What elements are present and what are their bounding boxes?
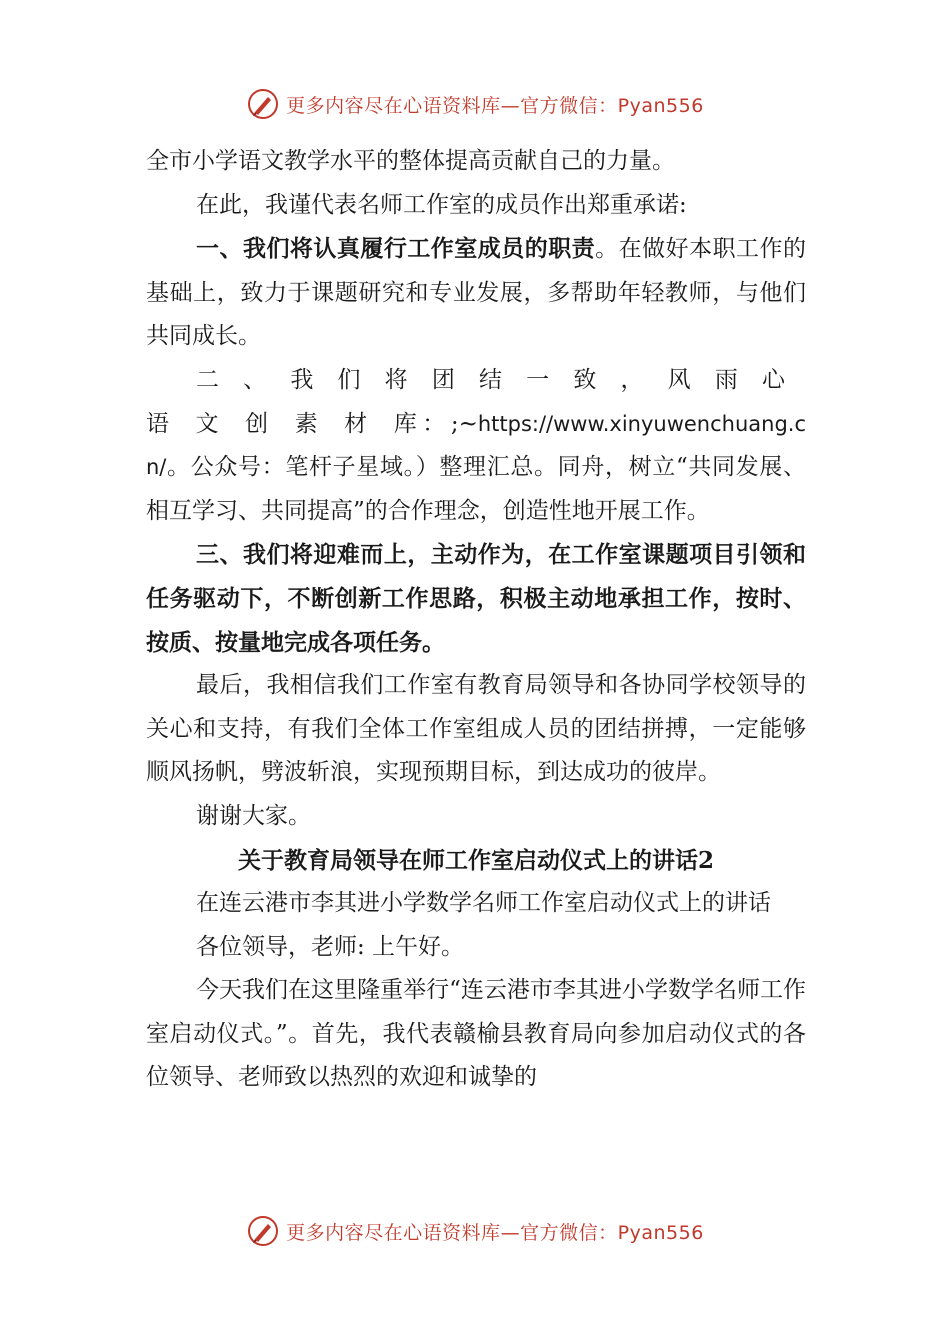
paragraph-text: 。公众号：笔杆子星域。）整理汇总。同舟，树立“共同发展、相互学习、共同提高”的合作理念，创造性地开展工作。 (146, 454, 806, 524)
paragraph: 在连云港市李其进小学数学名师工作室启动仪式上的讲话 (196, 890, 771, 917)
banner-text: 更多内容尽在心语资料库—官方微信：Pyan556 (286, 94, 704, 117)
banner-text: 更多内容尽在心语资料库—官方微信：Pyan556 (286, 1221, 704, 1244)
paragraph-text: 。在做好本职工作的基础上，致力于课题研究和专业发展，多帮助年轻教师，与他们共同成长。 (146, 236, 807, 350)
paragraph: 三、我们将迎难而上，主动作为，在工作室课题项目引领和任务驱动下，不断创新工作思路，积极主动地承担工作，按时、按质、按量地完成各项任务。 (146, 541, 806, 656)
paragraph: 在此，我谨代表名师工作室的成员作出郑重承诺: (196, 191, 687, 218)
spaced-text: 二、我们将团结一致，风雨心语文创素材 (146, 366, 806, 437)
paragraph: 今天我们在这里隆重举行“连云港市李其进小学数学名师工作室启动仪式。”。首先，我代表赣榆县教育局向参加启动仪式的各位领导、老师致以热烈的欢迎和诚挚的 (146, 977, 806, 1091)
paragraph: 全市小学语文教学水平的整体提高贡献自己的力量。 (146, 148, 675, 174)
section-heading: 关于教育局领导在师工作室启动仪式上的讲话2 (237, 846, 714, 874)
paragraph: 各位领导，老师: 上午好。 (196, 933, 465, 960)
website-link[interactable]: https://www.xinyuwenchuang.cn/ (146, 411, 807, 480)
header-banner (0, 84, 950, 124)
paragraph: 最后，我相信我们工作室有教育局领导和各协同学校领导的关心和支持，有我们全体工作室组成人员的团结拼搏，一定能够顺风扬帆，劈波斩浪，实现预期目标，到达成功的彼岸。 (146, 672, 806, 786)
document-body (146, 140, 806, 1100)
bold-commitment: 一、我们将认真履行工作室成员的职责 (196, 235, 596, 263)
paragraph (146, 227, 806, 359)
paragraph (146, 359, 806, 533)
paragraph-text: 库：;~ (393, 410, 478, 437)
footer-banner (0, 1211, 950, 1251)
pen-logo-icon (246, 1214, 280, 1248)
paragraph: 谢谢大家。 (196, 802, 311, 829)
pen-logo-icon (246, 87, 280, 121)
